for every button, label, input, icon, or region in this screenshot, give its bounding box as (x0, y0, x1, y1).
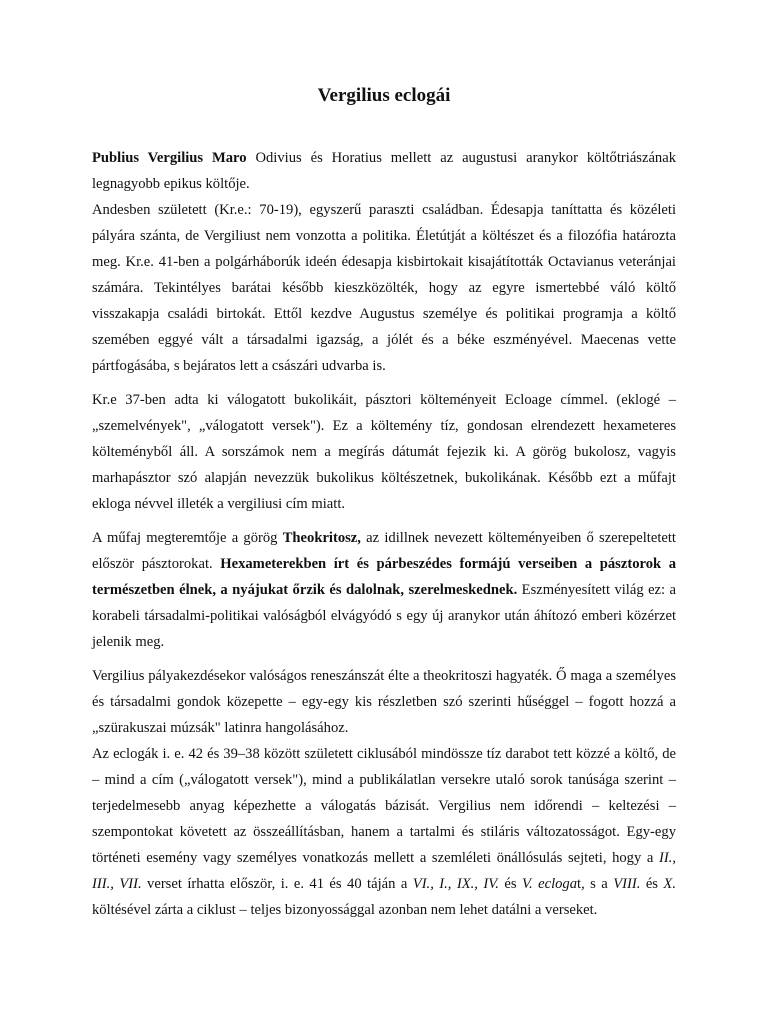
author-name: Publius Vergilius Maro (92, 150, 247, 166)
paragraph-biography: Andesben született (Kr.e.: 70-19), egyszerű paraszti családban. Édesapja taníttatta és közéleti pályára szánta, de Vergiliust nem vonzotta a politika. Életútját a költészet és a filozófia határozta meg. Kr.e. 41-ben a polgárháborúk ideén édesapja kisbirtokait kisajátították Octavianus veteránjai számára. Tekintélyes barátai később kieszközölték, hogy az egyre ismertebbé váló költő visszakapja családi birtokát. Ettől kezdve Augustus személye és politikai programja a költő szemében eggyé vált a társadalmi igazság, a jólét és a béke eszményével. Maecenas vette pártfogásába, s bejáratos lett a császári udvarba is. (92, 202, 676, 374)
paragraph-eclogae: Kr.e 37-ben adta ki válogatott bukolikáit, pásztori költeményeit Ecloage címmel. (eklogé – „szemelvények", „válogatott versek"). Ez a költemény tíz, gondosan elrendezett hexameteres költeményből áll. A sorszámok nem a megírás dátumát fejezik ki. A görög bukolosz, vagyis marhapásztor szó alapján nevezzük bukolikus költészetnek, bukolikának. Később ezt a műfajt ekloga névvel illeték a vergiliusi cím miatt. (92, 392, 676, 512)
paragraph-theokritosz: A műfaj megteremtője a görög Theokritosz, az idillnek nevezett költeményeiben ő szerepeltetett először pásztorokat. Hexameterekben írt és párbeszédes formájú verseiben a pásztorok a természetben élnek, a nyájukat őrzik és dalolnak, szerelmeskednek. Eszményesített világ ez: a korabeli társadalmi-politikai valóságból elvágyódó s egy új aranykor után áhítozó emberi közérzet jelenik meg. (92, 530, 676, 650)
document-page (92, 84, 676, 923)
intro-text: Odivius és Horatius mellett az augustusi aranykor költőtriászának legnagyobb epikus költője. (92, 150, 677, 192)
paragraph-intro (92, 145, 676, 197)
paragraph-chronology: Az eclogák i. e. 42 és 39–38 között született ciklusából mindössze tíz darabot tett közzé a költő, de – mind a cím („válogatott versek"), mind a publikálatlan versekre utaló sorok tanúsága szerint – terjedelmesebb anyag képezhette a válogatás bázisát. Vergilius nem időrendi – keltezési – szempontokat követett az összeállításban, hanem a tartalmi és stiláris változatosságot. Egy-egy történeti esemény vagy személyes vonatkozás mellett a szemléleti önállósulás sejteti, hogy a II., III., VII. verset írhatta először, i. e. 41 és 40 táján a VI., I., IX., IV. és V. eclogat, s a VIII. és X. költésével zárta a ciklust – teljes bizonyossággal azonban nem lehet datálni a verseket. (92, 746, 676, 918)
paragraph-career: Vergilius pályakezdésekor valóságos reneszánszát élte a theokritoszi hagyaték. Ő maga a személyes és társadalmi gondok közepette – egy-egy kis részletben szó szerinti hűséggel – fogott hozzá a „szürakuszai múzsák" latinra hangolásához. (92, 668, 676, 736)
theokritosz-name: Theokritosz, (282, 530, 361, 546)
page-title: Vergilius eclogái (317, 85, 451, 106)
bold-summary: Hexameterekben írt és párbeszédes formájú verseiben a pásztorok a természetben élnek, a nyájukat őrzik és dalolnak, szerelmeskednek. (92, 556, 676, 598)
